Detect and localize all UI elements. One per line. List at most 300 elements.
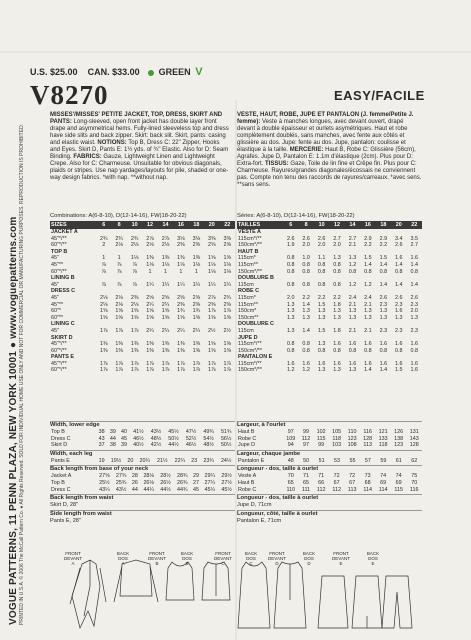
- fr-measure-cell: 112: [301, 435, 311, 442]
- sketch-view-label: BACK: [302, 551, 316, 556]
- en-yardage-cell: 2⅝: [177, 294, 185, 301]
- fr-yardage-row: [237, 282, 422, 289]
- en-yardage-row: [50, 255, 235, 262]
- en-yardage-cell: 1⅜: [161, 341, 170, 348]
- en-yardage-row: [50, 328, 235, 335]
- fr-yardage-cell: 2.2: [302, 294, 310, 301]
- en-empty-cell: [173, 321, 188, 328]
- en-yardage-cell: 1⅝: [223, 255, 231, 262]
- fr-measure-table: [237, 458, 422, 465]
- sketch-label-6: [262, 551, 292, 566]
- en-section-row: [50, 275, 235, 282]
- fr-measure-cell: 57: [364, 457, 371, 464]
- en-fabric-width: 60"**: [51, 314, 64, 321]
- easy-label: EASY/FACILE: [334, 88, 425, 103]
- fr-empty-cell: [283, 321, 298, 328]
- sketch-label-4: [208, 551, 238, 566]
- fr-yardage-row: [237, 242, 422, 249]
- sketch-view-label-fr: DEVANT: [268, 556, 286, 561]
- fr-yardage-cell: 1.3: [286, 327, 295, 334]
- fr-measure-cell: 70: [287, 473, 294, 480]
- en-empty-cell: [127, 275, 142, 282]
- fr-yardage-cell: 1.6: [395, 308, 403, 315]
- fr-yardage-cell: 1.4: [410, 281, 418, 288]
- en-empty-cell: [189, 249, 204, 256]
- fr-empty-cell: [314, 354, 329, 361]
- fr-yardage-cell: 2.6: [302, 235, 310, 242]
- en-empty-cell: [111, 275, 126, 282]
- en-yardage-cell: 2: [102, 242, 106, 249]
- en-empty-cell: [189, 354, 204, 361]
- en-measure-cell: 27¾: [115, 473, 127, 480]
- fr-empty-cell: [298, 321, 313, 328]
- en-yardage-cell: 1¼: [161, 281, 170, 288]
- en-measure-table: [50, 473, 235, 493]
- en-measure-cell: 19: [98, 457, 105, 464]
- fr-fabric-width: 115cm*/**: [238, 341, 262, 348]
- fr-yardage-cell: 2.1: [348, 242, 357, 249]
- fr-yardage-cell: 1.2: [286, 367, 295, 374]
- can-label: CAN.: [87, 67, 110, 77]
- en-fabric-width: 60"*: [51, 308, 62, 315]
- en-yardage-cell: 1⅝: [223, 341, 231, 348]
- fr-yardage-cell: 0.8: [379, 268, 388, 275]
- fr-yardage-cell: 2.4: [364, 294, 372, 301]
- fr-yardage-cell: 2.6: [379, 294, 388, 301]
- fr-empty-cell: [407, 249, 423, 256]
- en-yardage-cell: 1⅝: [130, 314, 139, 321]
- en-measure-title: Width, each leg: [50, 450, 235, 458]
- fr-size-20: 20: [391, 221, 406, 229]
- en-yardage-cell: 2⅜: [177, 301, 185, 308]
- en-yardage-cell: 2⅛: [115, 301, 123, 308]
- en-empty-cell: [189, 335, 204, 342]
- en-measure-cell: 27: [193, 479, 199, 486]
- en-yardage-cell: ⅞: [116, 268, 122, 275]
- fr-measure-cell: 68: [364, 479, 371, 486]
- en-measure-cell: 26¾: [177, 479, 188, 486]
- en-yardage-cell: 1¼: [223, 281, 231, 288]
- sketch-label-9: [358, 551, 388, 566]
- fr-measure-table: [237, 473, 422, 493]
- en-yardage-cell: 1⅜: [146, 347, 154, 354]
- en-measure-label: Top B: [51, 479, 65, 486]
- fr-measure-cell: 99: [302, 429, 309, 435]
- fr-empty-cell: [391, 275, 406, 282]
- en-yardage-cell: 1⅞: [208, 308, 216, 315]
- en-empty-cell: [204, 321, 219, 328]
- en-yardage-cell: 1⅞: [115, 367, 123, 374]
- en-yardage-cell: 2¼: [146, 301, 154, 308]
- en-fabric-width: 60"*/**: [51, 268, 67, 275]
- en-yardage-cell: 1⅞: [223, 308, 231, 315]
- en-empty-cell: [142, 275, 157, 282]
- en-empty-cell: [127, 354, 142, 361]
- fr-section-row: [237, 321, 422, 328]
- en-empty-cell: [220, 354, 236, 361]
- fr-yardage-cell: 1.4: [410, 261, 418, 268]
- sketch-view-label-fr: DOS: [182, 556, 192, 561]
- fr-yardage-cell: 1.3: [348, 314, 357, 321]
- fr-section-label: DOUBLURE C: [238, 321, 274, 328]
- en-yardage-cell: 2⅛: [115, 294, 123, 301]
- fr-yardage-cell: 1.6: [410, 255, 418, 262]
- fr-fabric-width: 115cm: [238, 281, 254, 288]
- fr-fabric-width: 115cm*/**: [238, 235, 262, 242]
- fr-empty-cell: [314, 249, 329, 256]
- french-title: VESTE, HAUT, ROBE, JUPE ET PANTALON (J. femme/Petite J. femme):: [237, 112, 414, 125]
- fr-measure-cell: 51: [318, 457, 325, 464]
- fr-empty-cell: [407, 335, 423, 342]
- en-fabric-width: 45"*/**: [51, 235, 67, 242]
- fr-empty-cell: [360, 229, 375, 236]
- fr-empty-cell: [360, 354, 375, 361]
- en-yardage-row: [50, 302, 235, 309]
- en-empty-cell: [173, 249, 188, 256]
- fr-empty-cell: [329, 275, 344, 282]
- fr-size-header: TAILLES: [237, 221, 283, 229]
- en-measure-cell: 20¼: [139, 457, 150, 464]
- sketch-letter: A: [71, 561, 75, 566]
- fr-empty-cell: [360, 335, 375, 342]
- fr-yardage-cell: 1.4: [364, 261, 372, 268]
- fr-measure-cell: 72: [349, 473, 356, 480]
- fr-yardage-cell: 2.0: [302, 242, 310, 249]
- fr-empty-cell: [298, 288, 313, 295]
- en-measure-cell: 44¼: [143, 486, 154, 493]
- en-yardage-cell: 2¾: [115, 235, 123, 242]
- fr-yardage-cell: 1.6: [302, 360, 310, 367]
- fr-measure-cell: 102: [316, 429, 326, 435]
- en-yardage-cell: 1⅝: [115, 308, 123, 315]
- pattern-number: V8270: [30, 80, 109, 110]
- en-fabric-width: 45": [51, 281, 59, 288]
- en-yardage-cell: 1⅜: [115, 341, 123, 348]
- fr-empty-cell: [407, 321, 423, 328]
- fr-measure-cell: 50: [303, 457, 310, 464]
- top-b-front-sketch: [166, 562, 194, 600]
- sketch-label-8: [326, 551, 356, 566]
- en-section-row: [50, 229, 235, 236]
- en-yardage-cell: 1⅞: [146, 360, 154, 367]
- en-yardage-cell: 1⅞: [177, 367, 185, 374]
- en-yardage-cell: ⅞: [132, 261, 137, 268]
- fr-yardage-cell: 1.4: [364, 367, 372, 374]
- en-yardage-cell: 1⅞: [161, 360, 170, 367]
- fr-measure-cell: 71: [318, 473, 325, 480]
- en-yardage-cell: 1⅞: [192, 360, 201, 367]
- en-size-20: 20: [204, 221, 219, 229]
- fr-yardage-cell: 1.5: [395, 367, 403, 374]
- en-yardage-cell: 1⅜: [130, 341, 139, 348]
- fr-yardage-cell: 1.6: [379, 341, 388, 348]
- en-yardage-cell: 1⅜: [146, 341, 154, 348]
- fr-fabric-width: 150cm*/**: [238, 367, 262, 374]
- fr-yardage-cell: 2.0: [286, 294, 295, 301]
- en-empty-cell: [204, 275, 219, 282]
- en-yardage-cell: 1¾: [177, 308, 185, 315]
- en-measure-cell: 24½: [220, 457, 232, 464]
- en-measure-row: [50, 487, 235, 494]
- fr-measure-row: [237, 436, 422, 443]
- en-empty-cell: [96, 354, 111, 361]
- fr-yardage-cell: 1.4: [395, 281, 403, 288]
- fr-yardage-cell: 2.1: [348, 327, 357, 334]
- fr-empty-cell: [314, 229, 329, 236]
- en-yardage-cell: 1⅜: [161, 347, 170, 354]
- en-yardage-cell: 1: [148, 268, 152, 275]
- en-yardage-cell: 1⅝: [208, 341, 216, 348]
- fr-empty-cell: [360, 275, 375, 282]
- en-yardage-cell: 2⅛: [146, 242, 154, 249]
- en-yardage-cell: 2⅝: [223, 242, 231, 249]
- sketch-letter: D: [275, 561, 279, 566]
- skirt-d-front-sketch: [318, 576, 348, 628]
- fr-yardage-cell: 2.3: [379, 327, 388, 334]
- en-yardage-row: [50, 269, 235, 276]
- en-measure-label: Dress C: [51, 486, 71, 493]
- fr-yardage-row: [237, 367, 422, 374]
- fr-fabric-width: 115cm*: [238, 255, 256, 262]
- en-fabric-width: 60"*/**: [51, 347, 67, 354]
- us-label: U.S.: [30, 67, 48, 77]
- fr-yardage-cell: 0.8: [333, 261, 341, 268]
- fr-measure-cell: 138: [394, 435, 404, 442]
- fr-yardage-cell: 0.8: [317, 261, 326, 268]
- fr-measure-cell: 116: [363, 429, 372, 435]
- fr-yardage-cell: 1.3: [379, 314, 388, 321]
- technical-sketches: [60, 556, 420, 636]
- en-yardage-cell: 1⅜: [177, 255, 185, 262]
- en-yardage-cell: 1⅞: [99, 360, 108, 367]
- sketch-view-label: FRONT: [333, 551, 349, 556]
- fr-yardage-cell: 0.8: [317, 281, 326, 288]
- fr-measure-cell: 131: [409, 429, 419, 435]
- fr-measure-row: [237, 458, 422, 465]
- sketch-view-label: BACK: [116, 551, 130, 556]
- fr-measure-cell: 74: [380, 473, 387, 480]
- en-yardage-row: [50, 367, 235, 374]
- fr-measure-cell: 112: [332, 486, 341, 493]
- en-yardage-cell: 2¾: [223, 294, 231, 301]
- fr-empty-cell: [329, 321, 344, 328]
- en-yardage-cell: ⅞: [116, 281, 122, 288]
- fr-yardage-cell: 2.0: [317, 242, 326, 249]
- fr-section-row: [237, 229, 422, 236]
- en-empty-cell: [111, 229, 126, 236]
- en-measure-cell: 27¼: [204, 479, 216, 486]
- fr-empty-cell: [345, 321, 360, 328]
- en-measure-cell: 28½: [160, 473, 171, 480]
- en-empty-cell: [158, 229, 173, 236]
- fr-yardage-cell: 1.3: [333, 367, 341, 374]
- en-yardage-cell: 2⅜: [208, 301, 216, 308]
- en-yardage-row: [50, 236, 235, 243]
- fr-yardage-cell: 1.3: [395, 314, 403, 321]
- fr-yardage-cell: 1.6: [364, 360, 372, 367]
- sketch-view-label: FRONT: [269, 551, 285, 556]
- en-size-12: 12: [142, 221, 157, 229]
- fr-yardage-cell: 0.8: [286, 268, 295, 275]
- fr-empty-cell: [314, 275, 329, 282]
- en-yardage-cell: 1⅞: [161, 367, 170, 374]
- fr-empty-cell: [407, 275, 423, 282]
- fr-yardage-cell: 0.8: [364, 347, 372, 354]
- fr-yardage-cell: 1.6: [317, 360, 326, 367]
- fr-yardage-cell: 1.4: [379, 261, 388, 268]
- en-yardage-cell: 1⅝: [161, 314, 170, 321]
- en-empty-cell: [158, 321, 173, 328]
- fr-yardage-cell: 1.6: [395, 360, 403, 367]
- fr-yardage-cell: 1.2: [348, 281, 357, 288]
- en-yardage-cell: 1⅞: [115, 360, 123, 367]
- en-empty-cell: [189, 275, 204, 282]
- en-measure-row: [50, 480, 235, 487]
- en-empty-cell: [220, 288, 236, 295]
- en-yardage-cell: 2¾: [130, 235, 139, 242]
- fr-measure-title: Longueur - dos, taille à ourlet: [237, 465, 422, 473]
- en-size-6: 6: [96, 221, 111, 229]
- en-fabric-width: 45"*/**: [51, 341, 67, 348]
- en-measure-cell: 48½: [203, 442, 214, 449]
- en-measure-cell: 19½: [110, 457, 122, 464]
- fr-measure-cell: 128: [409, 442, 419, 449]
- en-yardage-cell: 1: [102, 255, 106, 262]
- fr-measure-cell: 116: [409, 486, 419, 493]
- fr-yardage-cell: 1.2: [364, 281, 372, 288]
- en-yardage-cell: 1¼: [177, 281, 185, 288]
- en-section-row: [50, 335, 235, 342]
- en-measure-label: Jacket A: [51, 473, 72, 480]
- fr-measure-cell: 65: [287, 479, 294, 486]
- en-empty-cell: [127, 335, 142, 342]
- fr-measure-cell: 53: [334, 457, 341, 464]
- fr-yardage-cell: 0.8: [286, 261, 295, 268]
- en-yardage-cell: 1⅝: [115, 314, 123, 321]
- fr-yardage-cell: 1.9: [286, 242, 295, 249]
- fr-measure-cell: 75: [411, 473, 418, 480]
- en-measure-cell: 38: [109, 442, 116, 449]
- fr-section-row: [237, 249, 422, 256]
- en-section-label: SKIRT D: [51, 334, 73, 341]
- en-empty-cell: [127, 229, 142, 236]
- fr-yardage-row: [237, 341, 422, 348]
- en-yardage-row: [50, 308, 235, 315]
- notions-label: NOTIONS:: [97, 140, 127, 146]
- en-section-row: [50, 249, 235, 256]
- en-empty-cell: [220, 249, 236, 256]
- fr-fabric-width: 115cm**: [238, 261, 258, 268]
- sketch-label-7: [294, 551, 324, 566]
- en-empty-cell: [127, 288, 142, 295]
- fr-yardage-cell: 2.6: [286, 235, 295, 242]
- en-measure-cell: 43: [98, 435, 105, 442]
- fr-yardage-cell: 2.7: [348, 235, 357, 242]
- sketch-view-label-fr: DEVANT: [214, 556, 232, 561]
- en-yardage-cell: 1⅛: [223, 261, 231, 268]
- en-measure-cell: 44½: [168, 442, 179, 449]
- fr-size-14: 14: [345, 221, 360, 229]
- fr-measure-cell: 113: [347, 486, 357, 493]
- fr-yardage-cell: 0.8: [286, 255, 295, 262]
- fr-yardage-cell: 1.6: [333, 341, 341, 348]
- en-empty-cell: [189, 321, 204, 328]
- en-section-label: JACKET A: [51, 229, 78, 235]
- fr-measure-cell: 112: [316, 486, 326, 493]
- en-empty-cell: [220, 321, 236, 328]
- sketch-label-3: [172, 551, 202, 566]
- en-yardage-cell: 1⅞: [177, 360, 185, 367]
- en-yardage-cell: 2⅜: [192, 301, 201, 308]
- en-yardage-cell: 1: [163, 268, 167, 275]
- en-yardage-cell: 3⅜: [223, 235, 231, 242]
- fr-yardage-cell: 1.5: [364, 255, 372, 262]
- en-yardage-cell: 1⅞: [115, 327, 123, 334]
- en-empty-cell: [96, 229, 111, 236]
- en-measure-cell: 45¼: [204, 486, 216, 493]
- en-empty-cell: [96, 335, 111, 342]
- en-measure-title: Side length from waist: [50, 510, 235, 518]
- en-empty-cell: [158, 275, 173, 282]
- sketch-label-2: [142, 551, 172, 566]
- en-measure-cell: 39: [121, 442, 128, 449]
- en-measure-cell: 26⅛: [143, 479, 154, 486]
- fr-empty-cell: [391, 354, 406, 361]
- en-fabric-width: 45"*/**: [51, 360, 67, 367]
- en-measure-cell: 23¾: [203, 457, 214, 464]
- en-yardage-cell: 2⅝: [161, 294, 170, 301]
- fr-yardage-cell: 2.1: [348, 301, 357, 308]
- en-yardage-cell: 1⅝: [130, 308, 139, 315]
- fr-empty-cell: [298, 229, 313, 236]
- fr-empty-cell: [407, 288, 423, 295]
- fr-yardage-cell: 1.4: [395, 261, 403, 268]
- en-measure-cell: 26½: [160, 479, 171, 486]
- fr-yardage-cell: 2.0: [333, 242, 341, 249]
- jacket-a-front-sketch: [72, 560, 100, 628]
- fr-measure-cell: 71: [302, 473, 309, 480]
- fr-yardage-cell: 0.8: [410, 347, 418, 354]
- fr-measure-row: [237, 429, 422, 436]
- en-yardage-cell: 1⅝: [146, 308, 154, 315]
- en-measure-text: Skirt D, 28": [50, 502, 79, 509]
- en-yardage-cell: 2¼: [161, 301, 170, 308]
- fr-yardage-cell: 2.7: [410, 242, 418, 249]
- en-yardage-cell: 1⅝: [223, 347, 231, 354]
- fr-measure-cell: 109: [286, 435, 296, 442]
- en-measure-cell: 44¾: [177, 486, 188, 493]
- fr-yardage-cell: 1.2: [302, 367, 310, 374]
- green-dot-icon: [148, 70, 154, 76]
- en-yardage-cell: 1⅛: [208, 261, 216, 268]
- en-empty-cell: [158, 288, 173, 295]
- fr-section-label: PANTALON E: [238, 354, 273, 361]
- fr-yardage-cell: 1.3: [364, 308, 372, 315]
- fr-measure-cell: 108: [347, 442, 357, 449]
- fr-yardage-cell: 1.6: [364, 341, 372, 348]
- fr-yardage-cell: 2.3: [410, 327, 418, 334]
- fr-fabric-width: 115cm*: [238, 294, 256, 301]
- en-yardage-cell: 1⅝: [208, 255, 216, 262]
- fr-yardage-cell: 0.8: [302, 261, 310, 268]
- en-measure-cell: 40½: [133, 442, 144, 449]
- fr-empty-cell: [376, 249, 391, 256]
- fr-yardage-cell: 1.6: [348, 360, 357, 367]
- fr-measure-cell: 94: [287, 442, 294, 449]
- fr-measure-cell: 114: [363, 486, 372, 493]
- en-empty-cell: [204, 229, 219, 236]
- fr-empty-cell: [407, 354, 423, 361]
